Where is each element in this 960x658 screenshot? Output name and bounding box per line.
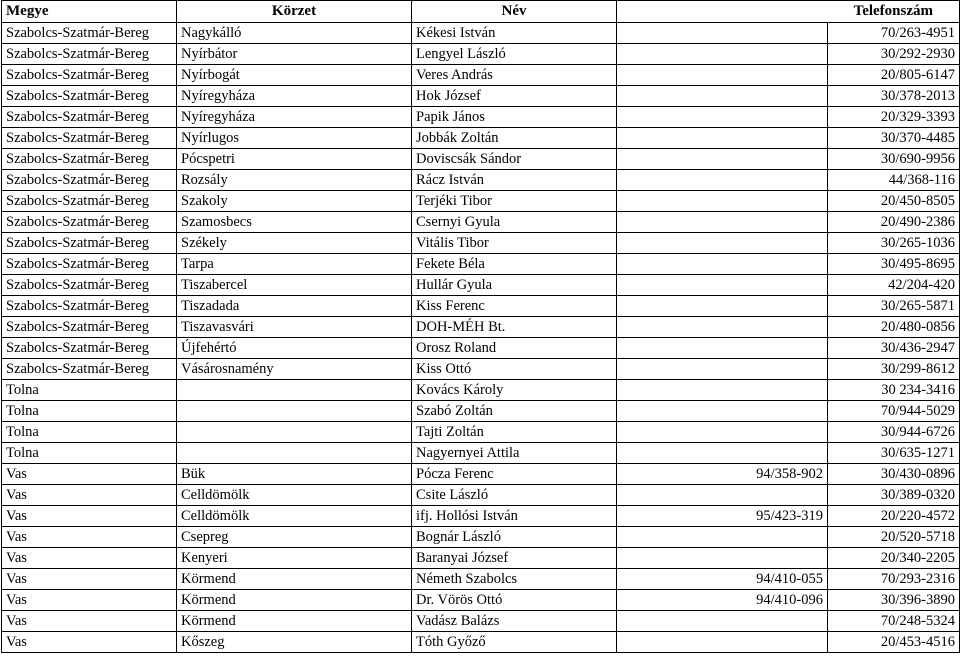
cell-nev: Kiss Ferenc [412,296,617,317]
cell-nev: Veres András [412,65,617,86]
table-row [2,212,960,233]
header-nev: Név [412,1,617,23]
cell-fax: 94/358-902 [617,464,828,485]
cell-telefon: 20/329-3393 [828,107,960,128]
table-row [2,464,960,485]
cell-fax [617,128,828,149]
cell-megye: Tolna [2,443,177,464]
cell-megye: Vas [2,590,177,611]
cell-nev: Fekete Béla [412,254,617,275]
cell-megye: Szabolcs-Szatmár-Bereg [2,296,177,317]
cell-telefon: 20/480-0856 [828,317,960,338]
cell-fax [617,296,828,317]
cell-megye: Szabolcs-Szatmár-Bereg [2,212,177,233]
table-row [2,191,960,212]
cell-korzet: Tiszabercel [177,275,412,296]
cell-telefon: 70/944-5029 [828,401,960,422]
cell-korzet [177,380,412,401]
cell-korzet: Celldömölk [177,485,412,506]
cell-telefon: 30/635-1271 [828,443,960,464]
cell-nev: DOH-MÉH Bt. [412,317,617,338]
cell-megye: Szabolcs-Szatmár-Bereg [2,128,177,149]
cell-fax [617,233,828,254]
header-korzet: Körzet [177,1,412,23]
cell-fax: 95/423-319 [617,506,828,527]
cell-telefon: 30/265-5871 [828,296,960,317]
table-row [2,149,960,170]
cell-megye: Szabolcs-Szatmár-Bereg [2,191,177,212]
cell-telefon: 42/204-420 [828,275,960,296]
cell-megye: Szabolcs-Szatmár-Bereg [2,317,177,338]
cell-fax [617,275,828,296]
cell-fax [617,380,828,401]
cell-korzet: Tiszadada [177,296,412,317]
cell-nev: Vadász Balázs [412,611,617,632]
table-row [2,590,960,611]
table-row [2,359,960,380]
cell-megye: Szabolcs-Szatmár-Bereg [2,233,177,254]
cell-korzet [177,443,412,464]
cell-korzet: Szakoly [177,191,412,212]
cell-megye: Szabolcs-Szatmár-Bereg [2,170,177,191]
cell-fax [617,65,828,86]
table-row [2,233,960,254]
cell-korzet: Nagykálló [177,23,412,44]
table-row [2,128,960,149]
cell-megye: Szabolcs-Szatmár-Bereg [2,275,177,296]
cell-fax [617,44,828,65]
cell-nev: Terjéki Tibor [412,191,617,212]
cell-telefon: 30/299-8612 [828,359,960,380]
table-row [2,611,960,632]
cell-fax [617,107,828,128]
cell-korzet [177,422,412,443]
cell-nev: Bognár László [412,527,617,548]
cell-telefon: 20/453-4516 [828,632,960,653]
cell-telefon: 20/220-4572 [828,506,960,527]
table-body [2,23,960,653]
cell-korzet: Kenyeri [177,548,412,569]
cell-korzet: Celldömölk [177,506,412,527]
cell-nev: Dr. Vörös Ottó [412,590,617,611]
cell-korzet: Kőszeg [177,632,412,653]
table-row [2,380,960,401]
cell-megye: Szabolcs-Szatmár-Bereg [2,44,177,65]
cell-nev: Tajti Zoltán [412,422,617,443]
table-row [2,23,960,44]
cell-korzet: Tarpa [177,254,412,275]
cell-korzet: Körmend [177,569,412,590]
cell-nev: Lengyel László [412,44,617,65]
cell-nev: Németh Szabolcs [412,569,617,590]
cell-telefon: 30/495-8695 [828,254,960,275]
cell-nev: Pócza Ferenc [412,464,617,485]
cell-telefon: 30/292-2930 [828,44,960,65]
cell-nev: Vitális Tibor [412,233,617,254]
cell-korzet: Nyírbogát [177,65,412,86]
table-row [2,569,960,590]
cell-fax [617,317,828,338]
cell-telefon: 70/263-4951 [828,23,960,44]
cell-megye: Vas [2,548,177,569]
table-row [2,485,960,506]
table-row [2,506,960,527]
cell-korzet [177,401,412,422]
cell-telefon: 30/378-2013 [828,86,960,107]
cell-korzet: Nyíregyháza [177,86,412,107]
cell-korzet: Székely [177,233,412,254]
cell-fax [617,527,828,548]
cell-megye: Vas [2,464,177,485]
table-row [2,548,960,569]
cell-nev: Csernyi Gyula [412,212,617,233]
cell-fax [617,611,828,632]
cell-megye: Szabolcs-Szatmár-Bereg [2,338,177,359]
cell-fax [617,338,828,359]
table-row [2,65,960,86]
cell-fax [617,191,828,212]
cell-korzet: Nyíregyháza [177,107,412,128]
cell-megye: Vas [2,569,177,590]
cell-telefon: 30/944-6726 [828,422,960,443]
cell-fax [617,23,828,44]
cell-nev: ifj. Hollósi István [412,506,617,527]
cell-telefon: 20/490-2386 [828,212,960,233]
header-telefonszam: Telefonszám [617,1,960,23]
cell-megye: Szabolcs-Szatmár-Bereg [2,359,177,380]
table-row [2,275,960,296]
cell-nev: Baranyai József [412,548,617,569]
cell-telefon: 20/340-2205 [828,548,960,569]
cell-korzet: Nyírbátor [177,44,412,65]
cell-megye: Vas [2,632,177,653]
cell-telefon: 44/368-116 [828,170,960,191]
table-row [2,296,960,317]
cell-korzet: Nyírlugos [177,128,412,149]
cell-fax [617,548,828,569]
cell-nev: Kékesi István [412,23,617,44]
cell-korzet: Csepreg [177,527,412,548]
table-row [2,86,960,107]
cell-megye: Vas [2,527,177,548]
cell-korzet: Körmend [177,590,412,611]
table-row [2,338,960,359]
cell-megye: Vas [2,611,177,632]
cell-megye: Szabolcs-Szatmár-Bereg [2,107,177,128]
cell-korzet: Pócspetri [177,149,412,170]
cell-fax [617,212,828,233]
cell-fax [617,422,828,443]
cell-nev: Rácz István [412,170,617,191]
cell-fax [617,443,828,464]
cell-fax [617,401,828,422]
cell-nev: Papik János [412,107,617,128]
cell-telefon: 70/248-5324 [828,611,960,632]
cell-telefon: 30/370-4485 [828,128,960,149]
table-row [2,170,960,191]
cell-megye: Vas [2,485,177,506]
cell-telefon: 30/265-1036 [828,233,960,254]
cell-nev: Csite László [412,485,617,506]
table-row [2,632,960,653]
cell-nev: Doviscsák Sándor [412,149,617,170]
table-row [2,527,960,548]
cell-fax [617,254,828,275]
cell-nev: Orosz Roland [412,338,617,359]
cell-korzet: Újfehértó [177,338,412,359]
table-row [2,107,960,128]
cell-korzet: Szamosbecs [177,212,412,233]
cell-nev: Nagyernyei Attila [412,443,617,464]
cell-megye: Szabolcs-Szatmár-Bereg [2,23,177,44]
contact-table [1,0,960,653]
cell-telefon: 70/293-2316 [828,569,960,590]
cell-fax [617,149,828,170]
cell-nev: Szabó Zoltán [412,401,617,422]
cell-telefon: 20/450-8505 [828,191,960,212]
cell-fax [617,359,828,380]
cell-telefon: 30/690-9956 [828,149,960,170]
cell-megye: Tolna [2,401,177,422]
cell-fax [617,485,828,506]
cell-megye: Tolna [2,422,177,443]
cell-fax [617,170,828,191]
cell-megye: Vas [2,506,177,527]
cell-fax [617,632,828,653]
table-row [2,422,960,443]
cell-megye: Szabolcs-Szatmár-Bereg [2,254,177,275]
cell-fax: 94/410-096 [617,590,828,611]
header-megye: Megye [2,1,177,23]
cell-telefon: 30/430-0896 [828,464,960,485]
table-row [2,317,960,338]
cell-megye: Szabolcs-Szatmár-Bereg [2,86,177,107]
cell-telefon: 20/520-5718 [828,527,960,548]
cell-nev: Jobbák Zoltán [412,128,617,149]
cell-megye: Szabolcs-Szatmár-Bereg [2,149,177,170]
cell-nev: Kiss Ottó [412,359,617,380]
cell-telefon: 20/805-6147 [828,65,960,86]
cell-korzet: Körmend [177,611,412,632]
cell-nev: Tóth Győző [412,632,617,653]
cell-nev: Hok József [412,86,617,107]
header-row [2,1,960,23]
cell-telefon: 30 234-3416 [828,380,960,401]
cell-telefon: 30/436-2947 [828,338,960,359]
table-row [2,443,960,464]
table-row [2,401,960,422]
cell-korzet: Tiszavasvári [177,317,412,338]
cell-telefon: 30/396-3890 [828,590,960,611]
cell-megye: Tolna [2,380,177,401]
cell-korzet: Rozsály [177,170,412,191]
cell-korzet: Bük [177,464,412,485]
table-row [2,44,960,65]
cell-fax: 94/410-055 [617,569,828,590]
cell-fax [617,86,828,107]
cell-nev: Kovács Károly [412,380,617,401]
cell-nev: Hullár Gyula [412,275,617,296]
cell-telefon: 30/389-0320 [828,485,960,506]
table-row [2,254,960,275]
cell-megye: Szabolcs-Szatmár-Bereg [2,65,177,86]
cell-korzet: Vásárosnamény [177,359,412,380]
